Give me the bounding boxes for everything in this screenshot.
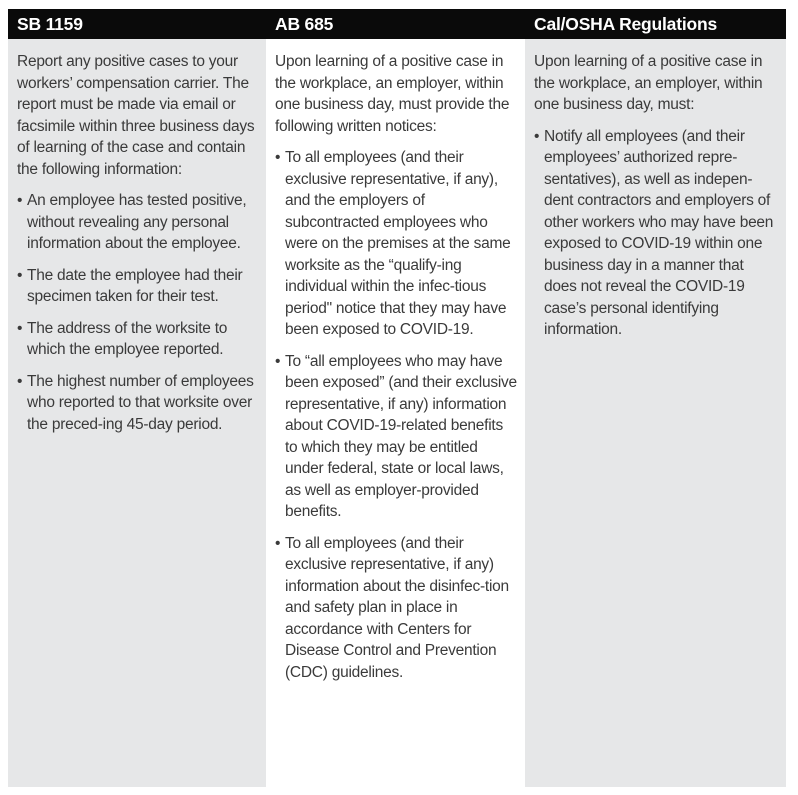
list-item: [17, 190, 258, 255]
list-item-text: An employee has tested positive, without revealing any personal information about the employee.: [27, 192, 247, 252]
bullet-list: [275, 147, 517, 683]
column-header-calosha: Cal/OSHA Regulations: [525, 9, 786, 39]
column-ab685: [266, 39, 525, 787]
list-item-text: The address of the worksite to which the employee reported.: [27, 319, 228, 358]
list-item: [275, 351, 517, 523]
column-sb1159: [8, 39, 266, 787]
bullet-icon: •: [275, 534, 281, 552]
bullet-icon: •: [534, 127, 540, 145]
comparison-table: [8, 9, 786, 787]
column-intro: Upon learning of a positive case in the workplace, an employer, within one business day, must provide the following written notices:: [275, 53, 510, 135]
bullet-icon: •: [17, 319, 23, 337]
list-item-text: To all employees (and their exclusive representative, if any) information about the disinfec-tion and safety plan in place in accordance with Centers for Disease Control and Prevention (CDC) guidelines.: [285, 534, 509, 681]
bullet-icon: •: [17, 266, 23, 284]
bullet-icon: •: [17, 192, 23, 209]
list-item-text: To all employees (and their exclusive representative, if any), and the employers of subcontracted employees who were on the premises at the same worksite as the “qualify-ing individual within the infec-tious period" notice that they may have been exposed to COVID-19.: [285, 149, 511, 338]
list-item: [17, 371, 258, 436]
bullet-icon: •: [275, 149, 281, 166]
list-item-text: Notify all employees (and their employees’ authorized repre-sentatives), as well as indepen-dent contractors and employers of other workers who may have been exposed to COVID-19 within one business day in a manner that does not reveal the COVID-19 case’s personal identifying information.: [544, 127, 774, 338]
list-item-text: To “all employees who may have been exposed” (and their exclusive representative, if any) information about COVID-19-related benefits to which they may be entitled under federal, state or local laws, as well as employer-provided benefits.: [285, 352, 517, 520]
list-item-text: The date the employee had their specimen taken for their test.: [27, 266, 243, 305]
bullet-icon: •: [275, 352, 281, 370]
list-item: [17, 318, 258, 361]
column-intro: Upon learning of a positive case in the workplace, an employer, within one business day, must:: [534, 53, 763, 113]
column-header-sb1159: SB 1159: [8, 9, 266, 39]
list-item-text: The highest number of employees who reported to that worksite over the preced-ing 45-day period.: [27, 372, 254, 433]
list-item: [534, 126, 778, 341]
bullet-list: [534, 126, 778, 341]
list-item: [17, 265, 258, 308]
column-calosha: [525, 39, 786, 787]
list-item: [275, 147, 517, 341]
bullet-list: [17, 190, 258, 435]
list-item: [275, 533, 517, 684]
bullet-icon: •: [17, 372, 23, 390]
column-intro: Report any positive cases to your workers’ compensation carrier. The report must be made via email or facsimile within three business days of learning of the case and contain the following information:: [17, 53, 255, 178]
column-header-ab685: AB 685: [266, 9, 525, 39]
